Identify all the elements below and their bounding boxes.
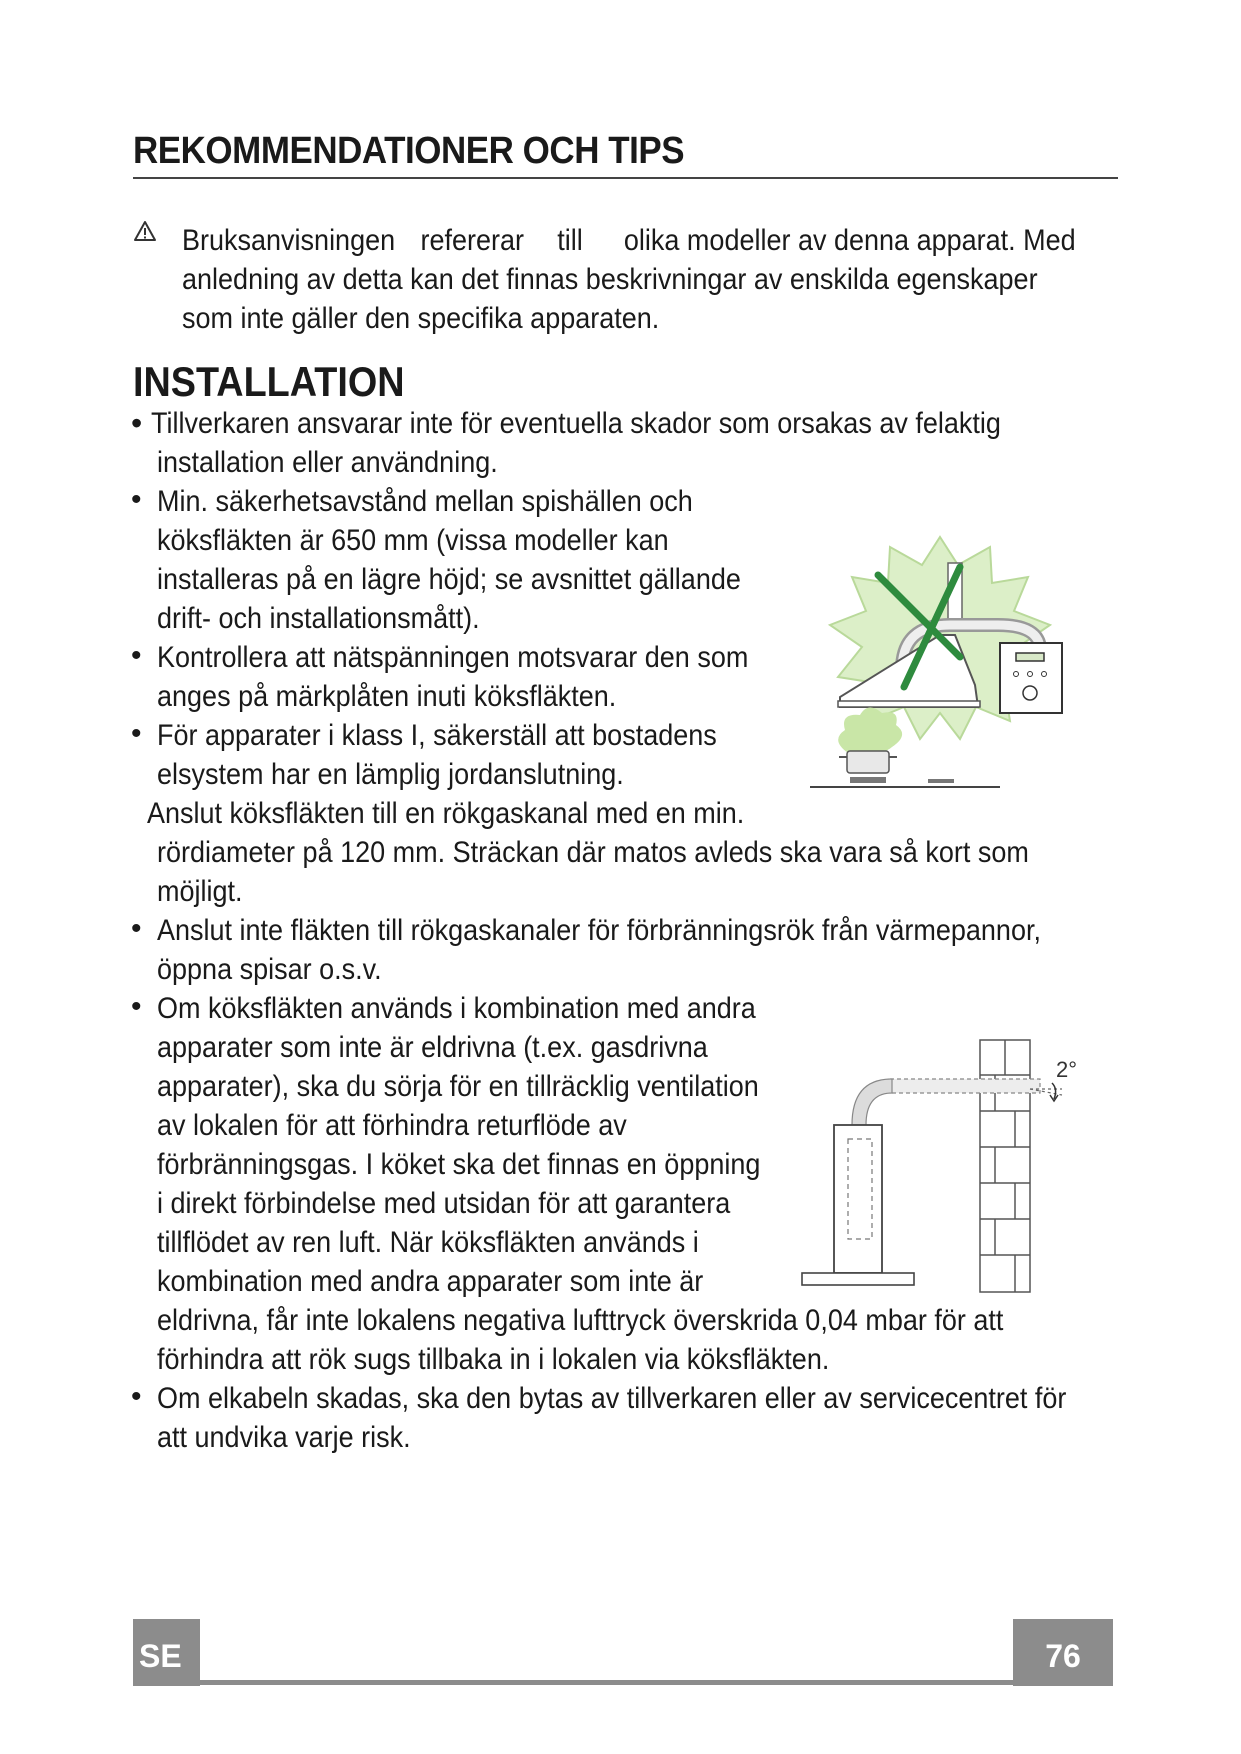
installation-line: tillflödet av ren luft. När köksfläkten används i (157, 1226, 699, 1259)
slope-angle-label: 2° (1056, 1057, 1078, 1082)
installation-line: köksfläkten är 650 mm (vissa modeller kan (157, 524, 669, 557)
installation-line: Om elkabeln skadas, ska den bytas av tillverkaren eller av servicecentret för (157, 1382, 1067, 1415)
bullet-marker: • (131, 405, 143, 441)
installation-line: apparater), ska du sörja för en tillräcklig ventilation (157, 1070, 759, 1103)
installation-line: apparater som inte är eldrivna (t.ex. gasdrivna (157, 1031, 708, 1064)
bullet-marker: • (131, 483, 142, 516)
footer-language-badge: SE (133, 1619, 200, 1686)
footer-page-number: 76 (1013, 1619, 1113, 1686)
bullet-marker: • (131, 717, 142, 750)
installation-line: Kontrollera att nätspänningen motsvarar den som (157, 641, 749, 674)
installation-line: möjligt. (157, 875, 243, 908)
heading-divider (133, 177, 1118, 179)
installation-line: Anslut köksfläkten till en rökgaskanal med en min. (147, 797, 745, 830)
installation-line: För apparater i klass I, säkerställ att bostadens (157, 719, 717, 752)
steam-cloud (838, 707, 902, 753)
installation-line: rördiameter på 120 mm. Sträckan där matos avleds ska vara så kort som (157, 836, 1029, 869)
installation-line: eldrivna, får inte lokalens negativa lufttryck överskrida 0,04 mbar för att (157, 1304, 1004, 1337)
note-line-1 (182, 221, 1076, 260)
installation-line: Om köksfläkten används i kombination med andra (157, 992, 756, 1025)
note-line-2: anledning av detta kan det finnas beskrivningar av enskilda egenskaper (182, 263, 1038, 296)
bullet-marker: • (131, 639, 142, 672)
section-heading-recommendations: REKOMMENDATIONER OCH TIPS (133, 130, 685, 172)
installation-line: drift- och installationsmått). (157, 602, 480, 635)
hood-canopy (802, 1273, 914, 1285)
boiler-display (1016, 653, 1044, 661)
duct-horizontal (890, 1079, 1040, 1093)
bullet-marker: • (131, 912, 142, 945)
installation-line: Anslut inte fläkten till rökgaskanaler för förbränningsrök från värmepannor, (157, 914, 1041, 947)
footer-bar (133, 1680, 1113, 1685)
installation-line: i direkt förbindelse med utsidan för att garantera (157, 1187, 731, 1220)
installation-line: förbränningsgas. I köket ska det finnas en öppning (157, 1148, 761, 1181)
note-word: refererar (420, 224, 525, 257)
warning-triangle-icon (133, 220, 157, 242)
installation-line: att undvika varje risk. (157, 1421, 411, 1454)
installation-line: förhindra att rök sugs tillbaka in i lokalen via köksfläkten. (157, 1343, 830, 1376)
hob-burner (850, 777, 886, 783)
installation-line: anges på märkplåten inuti köksfläkten. (157, 680, 617, 713)
hood-base (838, 701, 980, 707)
figure-hood-boiler-crossed (800, 525, 1080, 805)
hob-burner (928, 779, 954, 783)
figure-duct-slope (800, 1035, 1100, 1295)
installation-line: Tillverkaren ansvarar inte för eventuella skador som orsakas av felaktig (151, 407, 1001, 440)
note-word: olika modeller av denna apparat. Med (623, 224, 1076, 257)
installation-line: öppna spisar o.s.v. (157, 953, 382, 986)
installation-line: installation eller användning. (157, 446, 498, 479)
installation-line: Min. säkerhetsavstånd mellan spishällen och (157, 485, 693, 518)
brick-wall (980, 1040, 1030, 1292)
installation-line: installeras på en lägre höjd; se avsnittet gällande (157, 563, 741, 596)
note-line-3: som inte gäller den specifika apparaten. (182, 302, 660, 335)
installation-line: elsystem har en lämplig jordanslutning. (157, 758, 624, 791)
cooking-pot (847, 751, 889, 773)
note-word: till (557, 224, 583, 257)
hood-chimney (834, 1125, 882, 1273)
bullet-marker: • (131, 1380, 142, 1413)
duct-elbow (852, 1079, 892, 1125)
installation-line: av lokalen för att förhindra returflöde av (157, 1109, 627, 1142)
bullet-marker: • (131, 990, 142, 1023)
note-word: Bruksanvisningen (182, 224, 396, 257)
slope-arrow-icon (1052, 1083, 1056, 1099)
section-heading-installation: INSTALLATION (133, 358, 405, 405)
installation-line: kombination med andra apparater som inte är (157, 1265, 704, 1298)
